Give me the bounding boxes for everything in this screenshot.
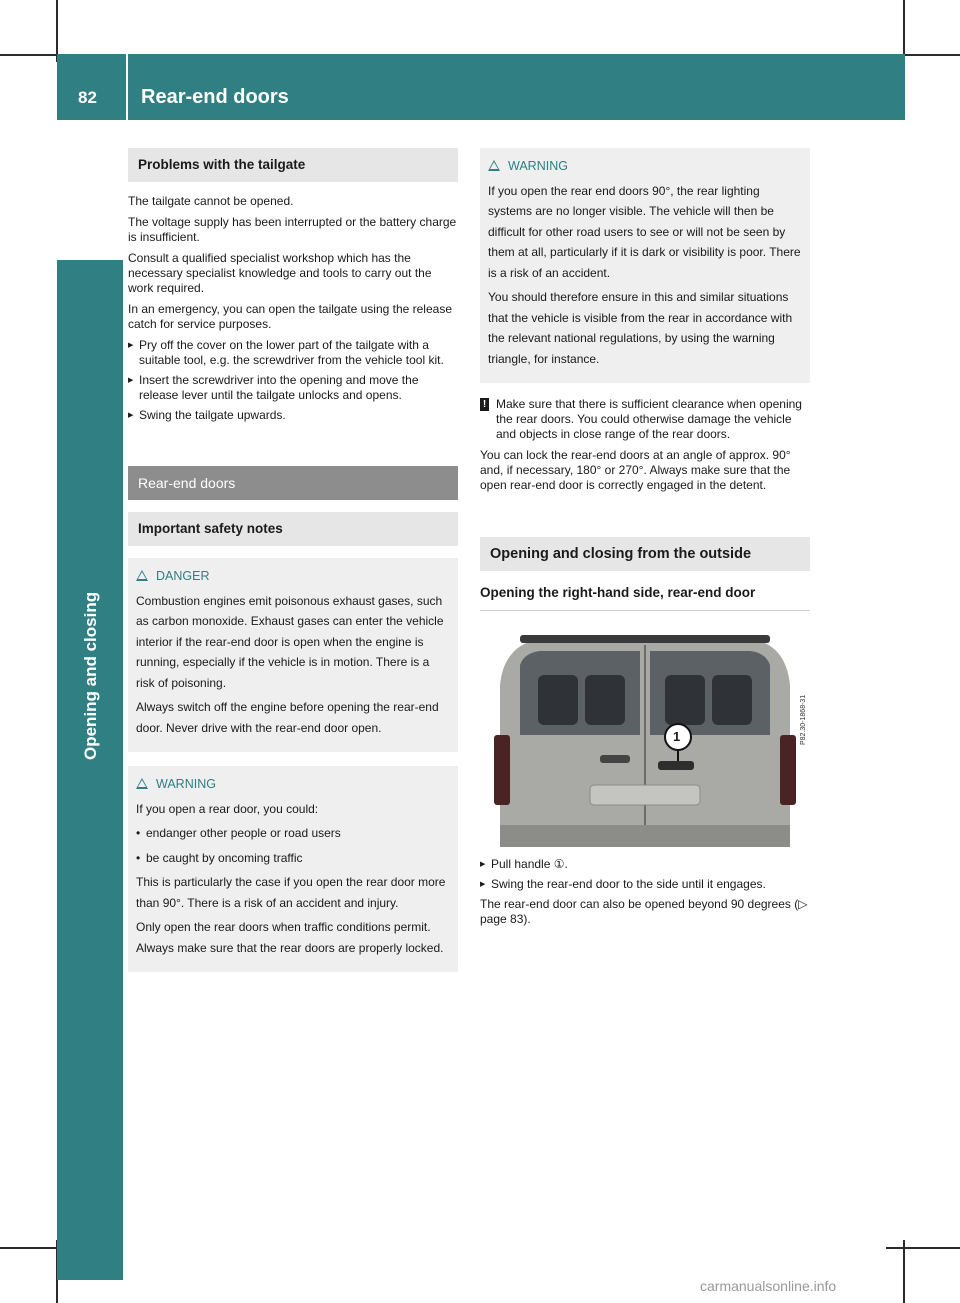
crop-mark xyxy=(903,54,960,56)
spacer xyxy=(480,499,810,537)
step-item: ▶ Swing the rear-end door to the side until it engages. xyxy=(480,877,810,892)
paragraph: Consult a qualified specialist workshop which has the necessary specialist knowledge and tools to carry out the work required. xyxy=(128,251,432,295)
footer-watermark: carmanualsonline.info xyxy=(700,1278,837,1294)
warning-triangle-icon xyxy=(136,570,148,581)
crop-mark xyxy=(903,0,905,62)
side-tab-label xyxy=(79,540,99,760)
warning-title xyxy=(488,156,802,177)
bullet-item: • endanger other people or road users xyxy=(136,823,450,844)
section-heading-rear-doors: Rear-end doors xyxy=(128,466,458,500)
van-rear-illustration xyxy=(480,625,810,847)
paragraph: Only open the rear doors when traffic conditions permit. Always make sure that the rear doors are properly locked. xyxy=(136,920,444,955)
crop-mark xyxy=(903,1240,905,1303)
paragraph: The rear-end door can also be opened beyond 90 degrees (▷ page 83). xyxy=(480,897,808,926)
page-title: Rear-end doors xyxy=(141,86,289,108)
paragraph: This is particularly the case if you open the rear door more than 90°. There is a risk of an accident and injury. xyxy=(136,875,446,910)
paragraph: If you open a rear door, you could: xyxy=(136,801,319,816)
left-column xyxy=(128,148,458,986)
crop-mark xyxy=(0,54,58,56)
paragraph: The voltage supply has been interrupted or the battery charge is insufficient. xyxy=(128,215,457,244)
subheading-opening: Opening the right-hand side, rear-end door xyxy=(480,583,810,611)
section-heading-safety: Important safety notes xyxy=(128,512,458,546)
page-number: 82 xyxy=(78,88,97,107)
section-heading-outside: Opening and closing from the outside xyxy=(480,537,810,571)
notice-text: Make sure that there is sufficient clearance when opening the rear doors. You could otherwise damage the vehicle and objects in close range of the rear doors. xyxy=(496,397,802,441)
warning-title xyxy=(136,774,450,795)
danger-title xyxy=(136,566,450,587)
warning-title-text: WARNING xyxy=(508,159,568,173)
paragraph: You should therefore ensure in this and similar situations that the vehicle is visible from the rear in accordance with the relevant national regulations, by using the warning triangle, for instance. xyxy=(488,290,793,366)
warning-title-text: WARNING xyxy=(156,777,216,791)
warning-triangle-icon xyxy=(136,778,148,789)
side-tab-text: Opening and closing xyxy=(81,591,100,760)
paragraph: The tailgate cannot be opened. xyxy=(128,194,294,208)
right-column xyxy=(480,148,810,933)
paragraph: If you open the rear end doors 90°, the rear lighting systems are no longer visible. The vehicle will then be difficult for other road users to see or will not be seen by them at all, particularly if it is dark or visibility is poor. There is a risk of an accident. xyxy=(488,183,801,280)
danger-title-text: DANGER xyxy=(156,569,210,583)
figure-code: P82.30-1868-31 xyxy=(800,694,807,745)
step-item: ▶ Pull handle ①. xyxy=(480,857,810,872)
notice-icon: ! xyxy=(480,398,489,411)
notice xyxy=(480,397,810,442)
figure-rear-doors xyxy=(480,625,810,847)
warning-box xyxy=(128,766,458,972)
warning-triangle-icon xyxy=(488,160,500,171)
crop-mark xyxy=(886,1247,960,1249)
step-item: ▶ Insert the screwdriver into the opening and move the release lever until the tailgate unlocks and opens. xyxy=(128,373,458,403)
spacer xyxy=(128,428,458,466)
paragraph: Always switch off the engine before opening the rear-end door. Never drive with the rear-end door open. xyxy=(136,700,439,735)
section-heading-tailgate: Problems with the tailgate xyxy=(128,148,458,182)
bullet-item: • be caught by oncoming traffic xyxy=(136,848,450,869)
warning-box xyxy=(480,148,810,383)
paragraph: You can lock the rear-end doors at an angle of approx. 90° and, if necessary, 180° or 270°. Always make sure that the open rear-end door is correctly engaged in the detent. xyxy=(480,448,791,492)
header-divider xyxy=(126,54,128,120)
paragraph: Combustion engines emit poisonous exhaust gases, such as carbon monoxide. Exhaust gases can enter the vehicle interior if the rear-end door is open when the engine is running, especially if the vehicle is in motion. There is a risk of poisoning. xyxy=(136,593,444,690)
step-item: ▶ Swing the tailgate upwards. xyxy=(128,408,458,423)
side-tab xyxy=(57,260,123,1280)
danger-box xyxy=(128,558,458,752)
crop-mark xyxy=(56,0,58,62)
figure-callout: 1 xyxy=(673,729,681,744)
paragraph: In an emergency, you can open the tailgate using the release catch for service purposes. xyxy=(128,302,452,331)
step-item: ▶ Pry off the cover on the lower part of the tailgate with a suitable tool, e.g. the screwdriver from the vehicle tool kit. xyxy=(128,338,458,368)
